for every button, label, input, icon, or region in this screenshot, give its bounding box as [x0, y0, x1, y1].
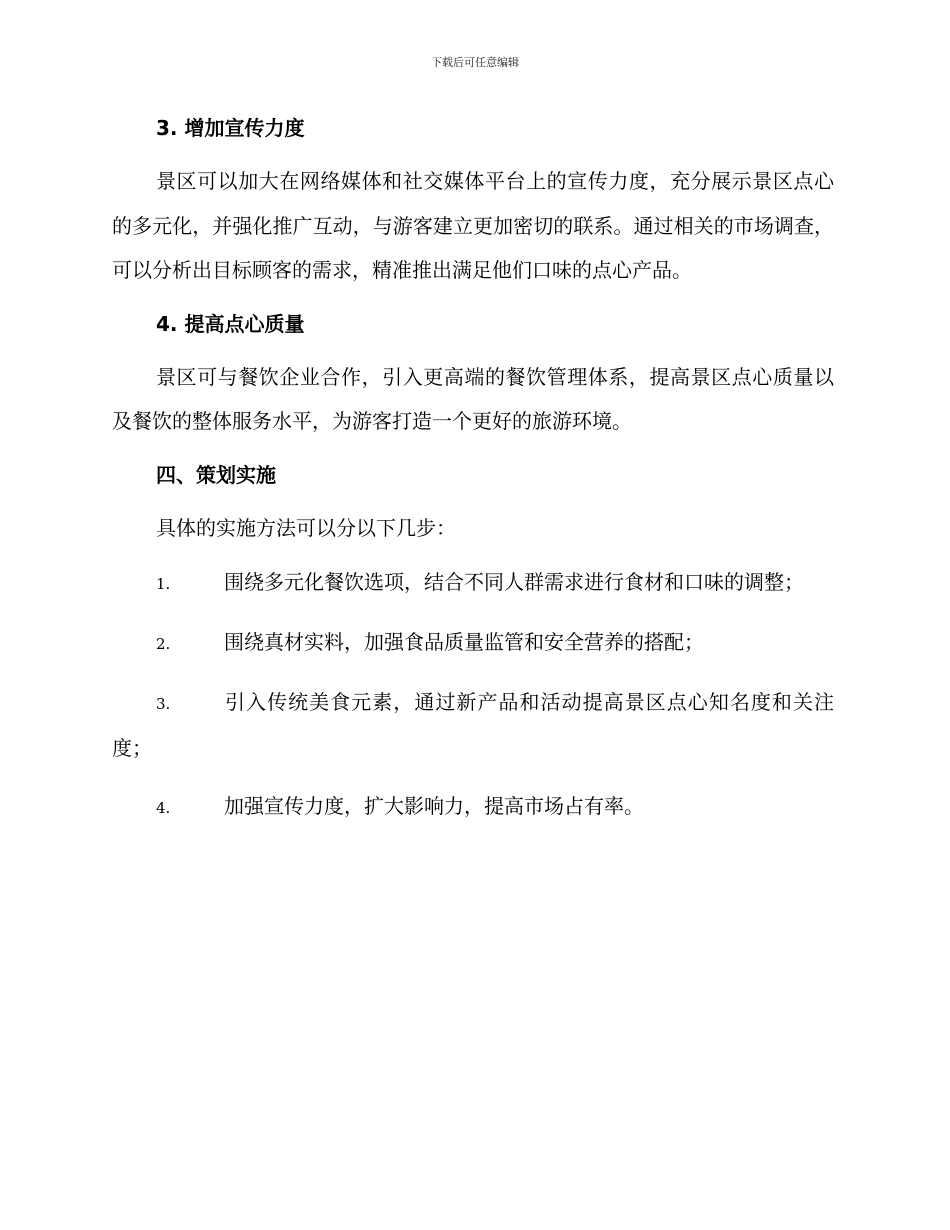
document-body: [112, 107, 834, 844]
section-heading-publicity: 3. 增加宣传力度: [156, 116, 305, 140]
section-heading-quality: 4. 提高点心质量: [156, 311, 305, 336]
section-paragraph-publicity: 景区可以加大在网络媒体和社交媒体平台上的宣传力度，充分展示景区点心的多元化，并强化推广互动，与游客建立更加密切的联系。通过相关的市场调查，可以分析出目标顾客的需求，精准推出满足他们口味的点心产品。: [112, 169, 834, 282]
page-header-note: 下载后可任意编辑: [431, 56, 519, 69]
section-paragraph-quality: 景区可与餐饮企业合作，引入更高端的餐饮管理体系，提高景区点心质量以及餐饮的整体服务水平，为游客打造一个更好的旅游环境。: [112, 364, 834, 433]
list-item-text: 引入传统美食元素，通过新产品和活动提高景区点心知名度和关注度；: [112, 689, 834, 760]
list-item: [112, 680, 834, 770]
list-item-number: 4.: [156, 798, 171, 817]
implementation-heading: 四、策划实施: [156, 462, 276, 487]
list-item-text: 加强宣传力度，扩大影响力，提高市场占有率。: [224, 793, 644, 818]
list-item-text: 围绕多元化餐饮选项，结合不同人群需求进行食材和口味的调整；: [224, 569, 804, 594]
list-item-number: 3.: [156, 694, 171, 713]
list-item: [112, 784, 834, 830]
list-item-number: 1.: [156, 574, 171, 593]
list-item-number: 2.: [156, 634, 171, 653]
implementation-intro: 具体的实施方法可以分以下几步：: [156, 515, 456, 540]
list-item: [112, 560, 834, 606]
list-item: [112, 620, 834, 666]
list-item-text: 围绕真材实料，加强食品质量监管和安全营养的搭配；: [224, 629, 704, 654]
